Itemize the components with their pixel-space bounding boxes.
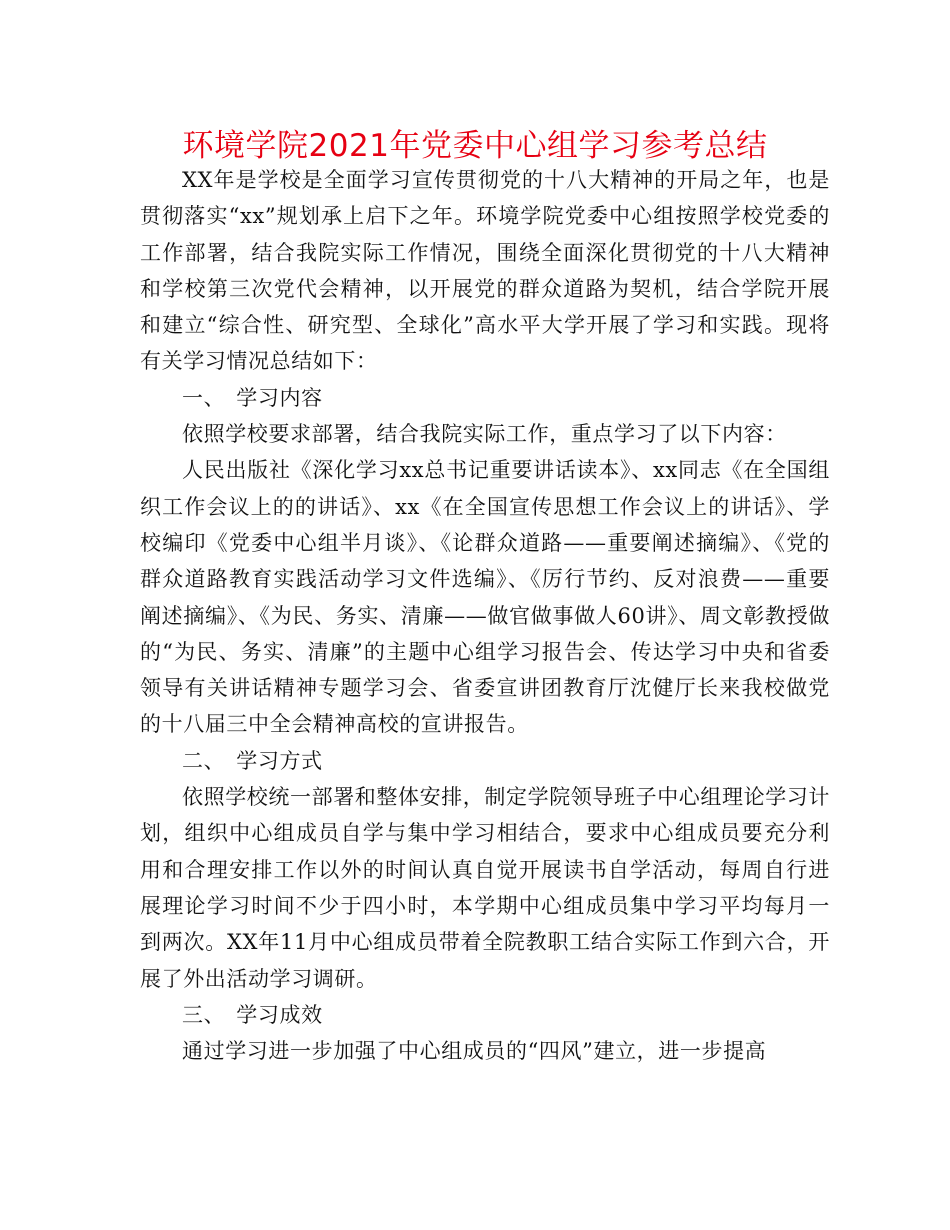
section-heading-study-results: 三、 学习成效 — [182, 1002, 323, 1027]
paragraph-study-method: 依照学校统一部署和整体安排，制定学院领导班子中心组理论学习计划，组织中心组成员自学与集中学习相结合，要求中心组成员要充分利用和合理安排工作以外的时间认真自觉开展读书自学活动，每周自行进展理论学习时间不少于四小时，本学期中心组成员集中学习平均每月一到两次。XX年11月中心组成员带着全院教职工结合实际工作到六合，开展了外出活动学习调研。 — [140, 785, 830, 991]
document-title: 环境学院2021年党委中心组学习参考总结 — [182, 128, 768, 164]
paragraph-study-results: 通过学习进一步加强了中心组成员的“四风”建立，进一步提高 — [182, 1039, 767, 1064]
document-body — [140, 162, 830, 1069]
paragraph-intro: XX年是学校是全面学习宣传贯彻党的十八大精神的开局之年，也是贯彻落实“xx”规划承上启下之年。环境学院党委中心组按照学校党委的工作部署，结合我院实际工作情况，围绕全面深化贯彻党的十八大精神和学校第三次党代会精神，以开展党的群众道路为契机，结合学院开展和建立“综合性、研究型、全球化”高水平大学开展了学习和实践。现将有关学习情况总结如下： — [140, 168, 830, 374]
paragraph-study-materials: 人民出版社《深化学习xx总书记重要讲话读本》、xx同志《在全国组织工作会议上的的讲话》、xx《在全国宣传思想工作会议上的讲话》、学校编印《党委中心组半月谈》、《论群众道路——重要阐述摘编》、《党的群众道路教育实践活动学习文件选编》、《厉行节约、反对浪费——重要阐述摘编》、《为民、务实、清廉——做官做事做人60讲》、周文彰教授做的“为民、务实、清廉”的主题中心组学习报告会、传达学习中央和省委领导有关讲话精神专题学习会、省委宣讲团教育厅沈健厅长来我校做党的十八届三中全会精神高校的宣讲报告。 — [140, 458, 830, 737]
section-heading-study-content: 一、 学习内容 — [182, 385, 323, 410]
paragraph-study-content-intro: 依照学校要求部署，结合我院实际工作，重点学习了以下内容： — [182, 422, 787, 447]
section-heading-study-method: 二、 学习方式 — [182, 748, 323, 773]
